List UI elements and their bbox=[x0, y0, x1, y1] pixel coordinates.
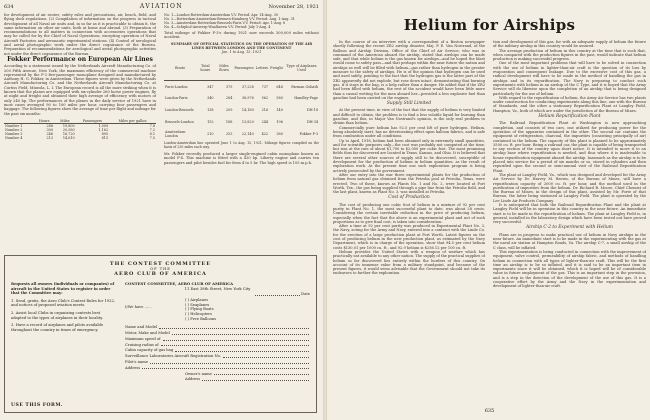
table-row bbox=[4, 136, 156, 140]
paragraph: After a time at 92 per cent purity was produced in Experimental Plant No. 3, the Navy, acting for the Army and Navy, entered into a contract with the Linde Co. for the erection of a large production plant at Fort Worth. Latest figures on the cost of producing helium in the new production plant, as estimated by the Navy Department, which is in charge of the operation, show that 94.5 per cent helium costs $130.01 per 1000 cu. ft., and 92.9 helium is $256.12 per 100 cu. ft. bbox=[333, 224, 485, 250]
table-cell: Amsterdam-London bbox=[165, 130, 186, 139]
table-cell: Fokker F-3 bbox=[299, 132, 318, 137]
table-cell: 580 bbox=[276, 96, 283, 101]
table-row bbox=[164, 80, 319, 92]
form-field[interactable]: Surveillance Laboratories Aircraft Registration No. bbox=[125, 354, 310, 359]
registration-form bbox=[125, 282, 310, 383]
table-header: Letters bbox=[255, 56, 269, 80]
table-cell: Number 1 bbox=[5, 123, 23, 128]
subheading-cost: Cost of Production bbox=[388, 195, 430, 201]
table-cell: 244 bbox=[261, 120, 269, 125]
date-blank[interactable] bbox=[255, 294, 300, 296]
table-header: Miles per gallon bbox=[109, 119, 156, 124]
form-we: We bbox=[127, 305, 134, 310]
magazine-name: AVIATION bbox=[139, 3, 184, 10]
table-cell: 22,140 bbox=[241, 132, 254, 137]
paragraph: The Railroad Repurification Plant at Washington is now approaching completion, and consists of two cars, one utilized for producing power for the operation of the apparatus contained in the other. The second car contains the equipment of refrigeration, charcoal, the impurities (consisting principally of air) contained in the helium. The capacity of this plant is planned to be approximately 3500 cu. ft. per hour. Being a railroad car, the plant is capable of being transported to any section of the country upon short notice. It is intended to move it to an airship base where repurification is needed, and thus where it is inadvisable to house repurification equipment aboard the airship. Inasmuch as the airship is to be placed into service for a period of six months or so, stored in cylinders and then repurified upon the second or semi-annual visit of the Railroad Repurification Plant. bbox=[493, 121, 646, 173]
table-header: Route bbox=[164, 56, 196, 80]
table-cell: 138 bbox=[207, 108, 214, 113]
form-field[interactable]: Cruising radius of bbox=[125, 343, 310, 348]
table-row bbox=[164, 92, 319, 104]
table-cell: 210 bbox=[207, 132, 214, 137]
left-page-number: 634 bbox=[4, 4, 14, 10]
notice-request: Requests all owners (individuals or companies) of aircraft in the United States to register in order that the Committee may: bbox=[11, 282, 115, 296]
subheading-repurification: Helium Repurification Plant bbox=[538, 114, 601, 120]
date-label: Date bbox=[301, 292, 310, 297]
right-column-2 bbox=[493, 40, 646, 406]
fokker-heading: Fokker Performance on European Air Lines bbox=[7, 55, 153, 63]
paragraph: At the present time, in view of the fact that the supply of helium is very limited and difficult to obtain, the problem is to find a less volatile liquid for burning than gasoline, and this, in Major Van Nostrand's opinion, is the only real problem to obtain than helium. bbox=[333, 108, 485, 126]
option-label: Free Balloons bbox=[190, 316, 217, 321]
table-cell: 152 bbox=[207, 120, 214, 125]
table-cell: 562 bbox=[261, 96, 269, 101]
table-cell: 14,180 bbox=[241, 108, 254, 113]
option-helicopters[interactable]: ( ) Helicopters bbox=[185, 311, 212, 316]
table-cell: 16,720 bbox=[62, 131, 75, 136]
table-cell: 246 bbox=[46, 131, 53, 136]
fokker-conclusion: Mr. Fokker recently produced a larger single-engined cabin monoplane known as model F-4. This machine is fitted with a 420 hp. Liberty engine and carries ten passengers and pilot besides fuel for from 4 to 5 hr. The high speed is 105 m.p.h. bbox=[164, 152, 319, 165]
form-date-line bbox=[125, 292, 310, 297]
table-cell: 253 bbox=[225, 132, 233, 137]
form-field[interactable]: Owner's name bbox=[185, 372, 310, 377]
option-free-balloons[interactable]: ( ) Free Balloons bbox=[185, 316, 217, 321]
table-cell: 140 bbox=[276, 108, 283, 113]
form-field[interactable]: Motor, Make and Model bbox=[125, 331, 310, 336]
table-row bbox=[164, 104, 319, 116]
fokker-text: According to a statement issued by the Netherlands Aircraft Manufacturing Co. of 200 Fifth Avenue, New York, the maximum efficiency of the commercial machine represented by the F-3 five-passenger monoplane designed and manufactured by Anthony H. G. Fokker, in Amsterdam. These figures were given by the Netherlands Aircraft Manufacturing Co. and the Netherlands Aircraft Manufacturing Co. at Curtiss Field, Mineola, L. I. The European record is all the more striking when it is known that the planes are equipped with six-cylinder 260 horse power engines, fly at night and freight and obtained their high average of efficiency with motors of only 240 hp. The performances of the planes in the daily service of 1921 have in most cases averaged 90 to 100 miles per hour, carrying four passengers and baggage. The following figures show the average of time per flight and mileage for the past six months: bbox=[4, 64, 156, 116]
table-header: Miles flown bbox=[215, 56, 234, 80]
table-cell: London-Paris bbox=[165, 96, 188, 101]
route-item: No. 2—Rotterdam-Amsterdam-Bremen-Hamburg V.V. Period: Aug. 1-Aug. 31 bbox=[164, 17, 295, 21]
article-title: Helium for Airships bbox=[403, 16, 576, 34]
table-cell: 7.8 bbox=[149, 123, 155, 128]
form-field[interactable]: Name and Model bbox=[125, 325, 310, 330]
table-header: Miles bbox=[54, 119, 76, 124]
form-field[interactable]: Maximum speed of bbox=[125, 337, 310, 342]
table-cell: 13,820 bbox=[241, 120, 254, 125]
paragraph: With regard to the repurification of helium, the Army Air Service has two plants under construction for conducting experiments along this line, one with the Bureau of Standards, and the other a stationary Repurification Plant at Langley Field, Hampton, Va., both of which are under the jurisdiction of the Bureau of Mines. bbox=[493, 95, 646, 113]
contest-committee-notice bbox=[4, 255, 317, 413]
table-row bbox=[164, 128, 319, 140]
fokker-stats-table bbox=[4, 119, 156, 140]
left-running-head bbox=[4, 2, 319, 12]
table-cell: 7.5 bbox=[149, 135, 155, 140]
option-airplanes[interactable]: ( ) Airplanes bbox=[185, 298, 209, 303]
route-list bbox=[164, 13, 319, 29]
form-i: I bbox=[125, 305, 127, 310]
option-label: Airplanes bbox=[190, 298, 209, 303]
table-header: Freight bbox=[269, 56, 284, 80]
form-field[interactable]: Cabin capacity of gas bag bbox=[125, 348, 310, 353]
notice-title-of: OF THE bbox=[150, 267, 171, 271]
form-address: 11 East 38th Street, New York City bbox=[184, 286, 251, 291]
paragraph: It is anticipated that both the Railroad Repurification Plant and the plant at Langley Field will be in operation in this country in the near future. An immediate start is to be made in the repurification of helium. The plant at Langley Field is, in general, installed in the laboratory design which have been tested out have proved very successful. bbox=[493, 202, 646, 225]
table-cell: Farman Goliath bbox=[291, 84, 318, 89]
table-cell: 375 bbox=[225, 84, 233, 89]
table-cell: 422 bbox=[261, 132, 269, 137]
option-label: Seaplanes bbox=[190, 302, 210, 307]
notice-title-org: AERO CLUB OF AMERICA bbox=[114, 271, 207, 277]
table-header: Hours bbox=[34, 119, 54, 124]
right-page bbox=[333, 2, 646, 416]
option-seaplanes[interactable]: ( ) Seaplanes bbox=[185, 302, 210, 307]
table-cell: 895 bbox=[101, 131, 109, 136]
paragraph: One of the most important problems that will have to be solved in connection with the use of helium in lighter-than-air craft is the question of its loss by evaporation and consequent leakage. Due to the excessive cost of this gas, a radical development will have to be made in the method of handling the gas in airships and in its repurification. The Navy is preparing to conduct such experiments with helium in an airship of the C Type, and it is hoped that the Army Service will do likewise upon the completion of an airship that is being designed particularly for the use of helium. bbox=[493, 61, 646, 96]
table-header: Passengers bbox=[76, 119, 109, 124]
table-cell: 20,580 bbox=[62, 127, 75, 132]
table-note: London-Amsterdam line operated June 1 to Aug. 15, 1921. Mileage figures compiled on the basis of 230 miles each way. bbox=[164, 141, 319, 150]
issue-date: November 28, 1921 bbox=[268, 4, 319, 10]
table-cell: 196 bbox=[276, 120, 283, 125]
notice-left-column bbox=[11, 282, 116, 332]
table-cell: Handley-Page bbox=[294, 96, 318, 101]
paragraph: The plant at Langley Field, Va., which was designed and developed for the Army Air Service by Dr. Harvey M. Brown, of the Bureau of Mines, will have a repurification capacity of 2000 cu. ft. per hour, and the method used in the purification of impurities from the helium. Dr. Richard B. Moore, Chief Chemist of the Bureau of Mines, in the design of this plant, assisted by Mr. Forte of that Bureau, the latter being stationed at Langley Field. The plant is operated by the Lee Linde Air Products Company. bbox=[493, 172, 646, 203]
table-cell: 340 bbox=[207, 96, 214, 101]
option-label: Helicopters bbox=[190, 311, 212, 316]
table-cell: London-Brussels bbox=[165, 108, 194, 113]
form-have: have bbox=[134, 305, 144, 310]
table-cell: 300 bbox=[46, 127, 53, 132]
form-field[interactable]: Address bbox=[125, 366, 310, 371]
right-page-number: 635 bbox=[484, 408, 495, 414]
table-header: Passengers bbox=[233, 56, 254, 80]
table-cell: Number 3 bbox=[5, 131, 23, 136]
aircraft-type-block bbox=[125, 298, 310, 324]
left-page bbox=[4, 2, 319, 416]
table-cell: 209 bbox=[225, 108, 233, 113]
table-cell: 1,009 bbox=[98, 123, 109, 128]
route-item: No. 1—London-Rotterdam-Amsterdam V.V. Period: Apr. 14-Aug. 30 bbox=[164, 13, 279, 17]
table-cell: 284 bbox=[225, 96, 233, 101]
notice-item: 2. Assist local Clubs in organizing contests best adapted to the types of airplanes in their locality. bbox=[11, 310, 103, 320]
notice-item: 1. Send, gratis, the Aero Club's Contest Rules for 1922, and notices of proposed aviation meets. bbox=[11, 298, 116, 308]
table-cell: 8.1 bbox=[149, 131, 155, 136]
notice-title: THE CONTEST COMMITTEE bbox=[109, 261, 212, 267]
table-cell: 213 bbox=[46, 135, 53, 140]
table-header: Type of Airplanes Used bbox=[284, 56, 319, 80]
paragraph: tion and development of this gas, for with an adequate supply of helium the future of the military airship in this country would be assured. bbox=[493, 40, 646, 49]
paragraph: After our entry into the war three experimental plants for the production of helium from natural gas obtained from the Petrolia pool at Petrolia, Texas, were erected. Two of these, known as Plants No. 1 and No. 2, were located at Fort Worth, Tex., the gas being supplied through a pipe line from the Petrolia field, and the last plant, known as Plant No. 3, was installed at Petrolia. bbox=[333, 172, 485, 195]
table-cell: Number 4 bbox=[5, 135, 23, 140]
left-column-2 bbox=[164, 13, 319, 253]
we-have-line: I/We have ...... bbox=[125, 305, 152, 310]
form-field[interactable]: Address bbox=[185, 377, 310, 382]
right-column-1 bbox=[333, 40, 485, 406]
table-cell: 216 bbox=[261, 108, 269, 113]
table-cell: Brussels-London bbox=[165, 120, 194, 125]
paragraph: Up to April, 1918, helium had been obtained only in extremely small quantities, and for scientific purposes only—the cost was probably not computed at the time, but was at the rate of about $1,700 to $2,000 per cubic foot. The most promising fields thus far discovered are located in Texas, Kansas, and Ohio. It is believed that there are several other sources of supply still to be discovered, susceptible of development for the production of helium in helium quantities, as the result of exploration work. At the present time one such exploration program is being actively prosecuted by the government. bbox=[333, 138, 485, 173]
left-column-1 bbox=[4, 13, 156, 253]
table-caption: SUMMARY OF OFFICIAL STATISTICS ON THE OPERATION OF THE AIR LINES BETWEEN LONDON AND THE CONTINENT bbox=[170, 41, 313, 50]
table-cell: 14,610 bbox=[62, 135, 75, 140]
aircraft-options bbox=[185, 298, 216, 321]
summary-text: Total mileage of Fokker F-3's during 1921 now exceeds 300,000 miles without accident. bbox=[164, 31, 319, 40]
paragraph: This experimentation is being conducted in connection with the improvement of equipment, valve control, permeability of airship fabric, and methods of handling helium in connection with all types of lighter-than-air craft. This will be the first time an airship is to be so inflated, and it is said to be an important item in experiments since it will be obtained, which it is hoped will be of considerable value in future employment of the gas. This is an important step in the provision, and is a step in the direction of the development of the use of this gas. It is a cooperative effort by the Army and the Navy in the experimentation and development of lighter-than-air craft. bbox=[493, 249, 646, 289]
table-cell: 288 bbox=[46, 123, 53, 128]
paragraph: The cost of producing one cubic foot of helium in a mixture of 92 per cent purity in Plant No. 1, the most successful plant to date, was about 28 cents. Considering the certain inevitable reduction in the price of producing helium, especially when the fact that the above is an experimental plant and not of such proportions as to give final cost, is taken into consideration. bbox=[333, 202, 485, 224]
paragraph: Helium provides the United States with a weapon of warfare which has practically not available to any other nation. The supply of the practical supplies of helium so far discovered lies entirely within the borders of this country. On account of its immense value from a military standpoint, and because of the present figures, it would seem advisable that the Government should not take its endeavors to further the exploration bbox=[333, 249, 485, 276]
table-cell: Number 2 bbox=[5, 127, 23, 132]
table-period: Jan. 1 to Aug. 15, 1921 bbox=[221, 50, 262, 55]
table-cell: 7.2 bbox=[149, 127, 155, 132]
subheading-airship-c2: Airship C-2 to Experiment with Helium bbox=[526, 225, 613, 231]
table-cell: 38,976 bbox=[241, 96, 254, 101]
airlines-table bbox=[164, 56, 319, 140]
route-item: No. 4—Schiphol-Antwerp-Waalhaven V.V. Period: July 1-Aug. 4 bbox=[164, 25, 271, 29]
paragraph: Plans are in progress to make practical use of helium in Navy airships in the near future. An immediate start is to be made in the experimenting with the gas at the naval air station at Hampton Roads, Va. The airship C-7, a small airship of the C class, will be inflated. bbox=[493, 232, 646, 250]
option-flying-boats[interactable]: ( ) Flying Boats bbox=[185, 307, 214, 312]
table-header-row bbox=[164, 56, 319, 80]
paragraph: The average production of helium in this country at the time that is such that, when compared with the production figures in the past, would indicate that helium production is making successful progress. bbox=[493, 48, 646, 62]
table-cell: 737 bbox=[261, 84, 269, 89]
paragraph: In the course of an interview with a correspondent of a Boston newspaper shortly following the recent ZR2 airship disaster, Maj. P. E. Van Nostrand, of the Balloon and Airship Division, Office of the Chief of Air Service, who was in command of the American aboard the airship, stated that airships can be made safe, and that while helium is the gas known for airships—and he hoped the blast would come to safety pass—and that perhaps within the near future the nation and airships as well will be filled with helium—gas rather than hydrogen in the greater measure to the safety of airships. He is of the opinion that hydrogen can be used and used safely, pointing to the fact that the hydrogen gas is the latter part of the ZR2 apparently did not explode, but rose down intact, demonstrating that burning gas, if it stays in the bag, is a help rather than a danger. He added that if the ZR2 had been filled with helium, the rest of the accident would have been little more than a casual wetting for the men aboard her—provided a less explosive fuel than gasoline had been carried on the engines. bbox=[333, 40, 485, 100]
table-row bbox=[164, 116, 319, 128]
table-cell: 648 bbox=[276, 84, 283, 89]
use-this-form-label: USE THIS FORM. bbox=[11, 403, 64, 408]
table-cell: 37,228 bbox=[241, 84, 254, 89]
form-field[interactable]: Pilot's name bbox=[125, 360, 310, 365]
table-cell: 380 bbox=[276, 132, 283, 137]
page-gutter bbox=[323, 0, 327, 420]
subheading-supply: Supply Still Limited bbox=[386, 101, 432, 107]
table-cell: 188 bbox=[225, 120, 233, 125]
option-label: Flying Boats bbox=[190, 307, 214, 312]
table-cell: 815 bbox=[101, 135, 109, 140]
table-header: Total hours bbox=[196, 56, 215, 80]
intro-paragraph: for development of air routes; safety rules and precautions, air, beach, field, and flying deck regulations. (2) Compilation of information on the progress in tactical development of all Naval air units and, in so far as it is practicable to obtain it, the same information on other air units, both at home and abroad. (3) Preparation of recommendations to all matters in connection with accessories operations that may be called for by the Chief of Naval Operations, excepting operation of Naval Aircraft Factories and aeronautic experimental stations. (4) Control of aerological and aerial photographic work under the direct cognizance of the Bureau. Preparation of recommendations for aerological and aerial photographic activities not under the direct cognizance of the Bureau. bbox=[4, 13, 156, 56]
table-cell: 1,162 bbox=[98, 127, 109, 132]
table-cell: DH-18 bbox=[306, 108, 318, 113]
paragraph: Commercially pure helium has 92.5 per cent lift of pure hydrogen. Helium, being absolutely inert, has no deteriorating effect upon balloon fabrics, and is safe from combustion under all conditions. bbox=[333, 125, 485, 139]
table-cell: DH-34 bbox=[306, 120, 318, 125]
notice-item: 3. Have a record of airplanes and pilots available throughout the country in times of emergency. bbox=[11, 323, 104, 332]
table-cell: Paris-London bbox=[165, 84, 188, 89]
table-cell: 347 bbox=[207, 84, 214, 89]
form-header: CONTEST COMMITTEE, AERO CLUB OF AMERICA bbox=[125, 281, 234, 286]
route-item: No. 3—Amsterdam-Rotterdam-Brussels-Paris V.V. Period: Apr. 1-Aug. 8 bbox=[164, 21, 286, 25]
table-cell: 19,800 bbox=[62, 123, 75, 128]
